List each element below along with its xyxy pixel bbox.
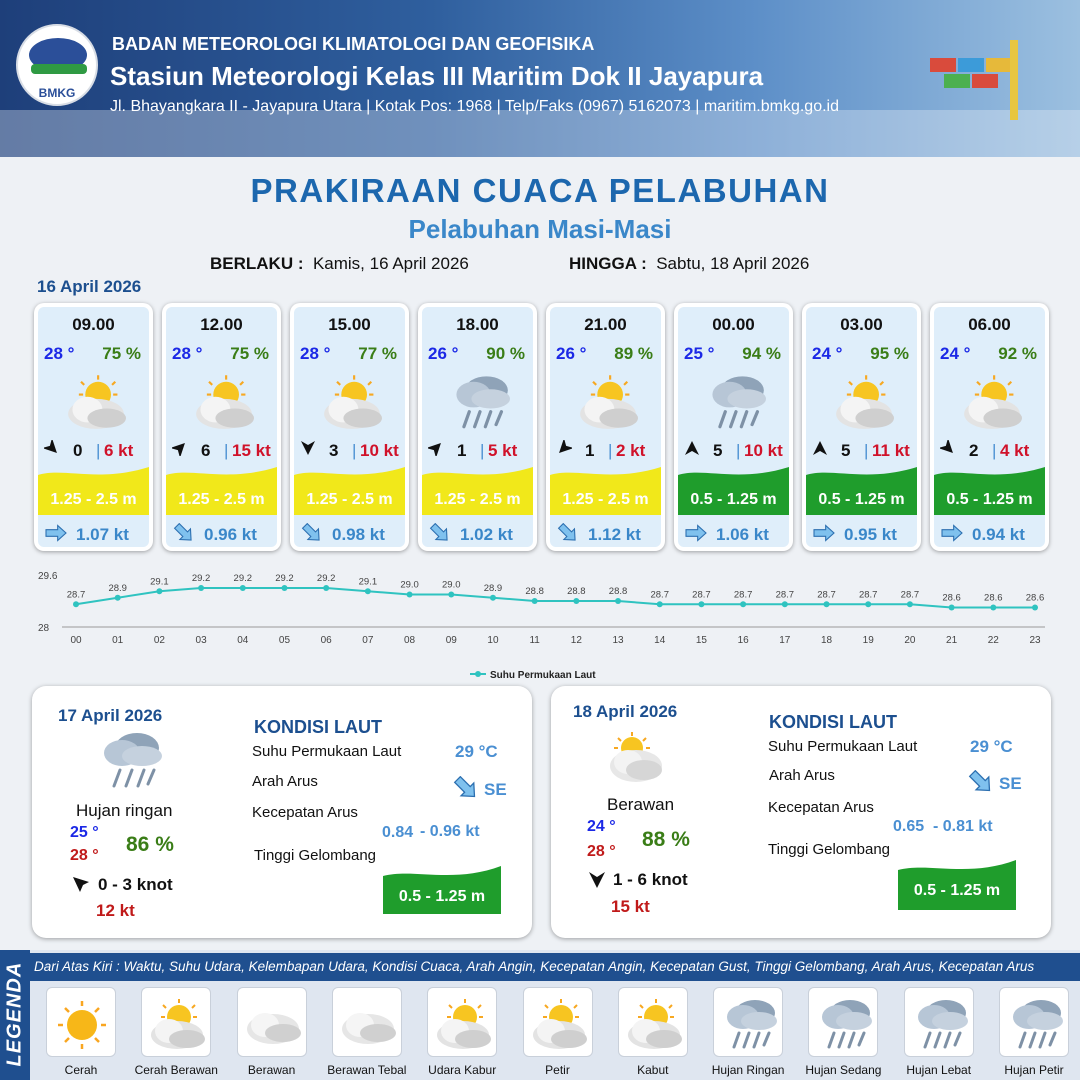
sst-series-line xyxy=(76,588,1035,608)
panel-date: 17 April 2026 xyxy=(58,706,163,725)
y-tick-label: 28 xyxy=(38,623,50,634)
separator: | xyxy=(992,441,997,460)
x-tick-label: 09 xyxy=(445,635,457,646)
cerah-berawan-icon xyxy=(575,371,641,431)
separator: | xyxy=(224,441,229,460)
legend-item-label: Hujan Sedang xyxy=(805,1063,882,1077)
hujan-lebat-icon xyxy=(910,995,970,1051)
forecast-time: 21.00 xyxy=(584,315,627,334)
x-tick-label: 07 xyxy=(362,635,374,646)
legend-item-label: Hujan Lebat xyxy=(906,1063,972,1077)
current-speed: 0.94 kt xyxy=(972,525,1025,544)
x-tick-label: 01 xyxy=(112,635,124,646)
wind-direction-icon xyxy=(428,440,444,456)
forecast-time: 15.00 xyxy=(328,315,371,334)
condition-text: Hujan ringan xyxy=(76,801,173,820)
wave-height: 1.25 - 2.5 m xyxy=(50,491,137,508)
separator: | xyxy=(352,441,357,460)
forecast-time: 12.00 xyxy=(200,315,243,334)
humidity: 89 % xyxy=(614,344,653,363)
port-name: Pelabuhan Masi-Masi xyxy=(408,214,672,244)
kabut-icon xyxy=(624,995,684,1051)
sst-data-label: 29.2 xyxy=(275,573,294,584)
wave-height-box xyxy=(898,860,1016,910)
legend-item-cerah-berawan xyxy=(141,987,211,1057)
wave-height: 1.25 - 2.5 m xyxy=(562,491,649,508)
wind-direction-icon xyxy=(44,440,60,456)
separator: | xyxy=(736,441,741,460)
berawan-tebal-icon xyxy=(338,995,398,1051)
sst-data-point xyxy=(615,598,621,604)
legend-item-hujan-petir xyxy=(999,987,1069,1057)
current-direction-icon xyxy=(44,523,68,543)
forecast-card xyxy=(34,303,153,551)
sst-data-point xyxy=(115,595,121,601)
humidity: 95 % xyxy=(870,344,909,363)
day-panel-18 xyxy=(551,686,1051,938)
wave-height: 0.5 - 1.25 m xyxy=(946,491,1033,508)
humidity: 75 % xyxy=(102,344,141,363)
air-temperature: 24 ° xyxy=(940,344,971,363)
humidity: 75 % xyxy=(230,344,269,363)
sst-data-label: 28.7 xyxy=(692,589,711,601)
separator: | xyxy=(608,441,613,460)
legend-side-label: LEGENDA xyxy=(0,950,30,1080)
air-temperature: 26 ° xyxy=(428,344,459,363)
x-tick-label: 23 xyxy=(1029,635,1041,646)
x-tick-label: 11 xyxy=(529,635,540,646)
cerah-berawan-icon xyxy=(63,371,129,431)
sst-data-label: 29.2 xyxy=(316,573,336,584)
wind-speed: 1 xyxy=(457,441,467,460)
sst-data-point xyxy=(949,605,955,611)
current-direction-icon xyxy=(428,523,452,543)
current-direction-value: SE xyxy=(999,774,1022,793)
wind-speed: 1 xyxy=(585,441,595,460)
forecast-time: 18.00 xyxy=(456,315,499,334)
air-temperature: 24 ° xyxy=(812,344,843,363)
air-temperature: 26 ° xyxy=(556,344,587,363)
humidity: 86 % xyxy=(126,833,174,856)
wind-direction-icon xyxy=(300,440,316,456)
humidity: 94 % xyxy=(742,344,781,363)
forecast-card xyxy=(802,303,921,551)
day-panel-17 xyxy=(32,686,532,938)
legend-item-kabut xyxy=(618,987,688,1057)
legend-item-label: Berawan xyxy=(247,1063,296,1077)
sst-data-label: 28.7 xyxy=(775,589,795,601)
sst-chart xyxy=(30,565,1055,685)
wind-direction-icon xyxy=(172,440,188,456)
wave-height: 1.25 - 2.5 m xyxy=(434,491,521,508)
wave-height: 1.25 - 2.5 m xyxy=(178,491,265,508)
sst-data-point xyxy=(824,601,830,607)
wave-height-box xyxy=(383,866,501,914)
gust-speed: 15 kt xyxy=(232,441,271,460)
wind-speed: 5 xyxy=(841,441,851,460)
gust-speed: 10 kt xyxy=(360,441,399,460)
air-temperature: 28 ° xyxy=(300,344,331,363)
current-direction-icon xyxy=(172,523,196,543)
sst-value: 29 °C xyxy=(455,742,498,761)
y-tick-label: 29.6 xyxy=(38,571,58,582)
sst-data-point xyxy=(698,601,704,607)
current-direction-icon xyxy=(967,770,995,794)
gust-speed: 4 kt xyxy=(1000,441,1030,460)
current-speed-label: Kecepatan Arus xyxy=(768,799,874,816)
legend-item-hujan-ringan xyxy=(713,987,783,1057)
current-speed: 1.06 kt xyxy=(716,525,769,544)
legend-item-hujan-sedang xyxy=(808,987,878,1057)
x-tick-label: 06 xyxy=(320,635,332,646)
hujan-ringan-icon xyxy=(92,726,172,796)
current-speed: 1.07 kt xyxy=(76,525,129,544)
harbor-illustration xyxy=(0,110,1080,157)
cerah-berawan-icon xyxy=(191,371,257,431)
agency-name: BADAN METEOROLOGI KLIMATOLOGI DAN GEOFISIKA xyxy=(112,34,595,54)
wind-direction-icon xyxy=(588,871,606,889)
x-tick-label: 20 xyxy=(904,635,916,646)
legend-item-cerah xyxy=(46,987,116,1057)
current-speed: 1.12 kt xyxy=(588,525,641,544)
x-tick-label: 04 xyxy=(237,635,249,646)
legend-item-label: Hujan Ringan xyxy=(711,1063,785,1077)
berawan-icon xyxy=(606,730,666,786)
sst-data-point xyxy=(448,592,454,598)
hujan-sedang-icon xyxy=(814,995,874,1051)
sst-data-label: 28.7 xyxy=(858,589,878,601)
wave-height: 0.5 - 1.25 m xyxy=(818,491,905,508)
wind-speed: 6 xyxy=(201,441,211,460)
hujan-ringan-icon xyxy=(703,371,769,431)
current-direction-icon xyxy=(684,523,708,543)
sst-data-label: 28.8 xyxy=(567,586,586,597)
temp-max: 28 ° xyxy=(70,847,99,864)
berawan-icon xyxy=(243,995,303,1051)
legend-item-hujan-lebat xyxy=(904,987,974,1057)
current-speed: 1.02 kt xyxy=(460,525,513,544)
sst-data-point xyxy=(281,585,287,591)
humidity: 77 % xyxy=(358,344,397,363)
legend-item-label: Kabut xyxy=(637,1063,669,1077)
gust-speed: 2 kt xyxy=(616,441,646,460)
x-tick-label: 12 xyxy=(570,635,582,646)
wind-direction-icon xyxy=(684,440,700,456)
humidity: 90 % xyxy=(486,344,525,363)
hujan-petir-icon xyxy=(1005,995,1065,1051)
wave-height: 1.25 - 2.5 m xyxy=(306,491,393,508)
sst-data-label: 28.8 xyxy=(608,586,628,597)
x-tick-label: 17 xyxy=(779,635,791,646)
current-speed-label: Kecepatan Arus xyxy=(252,804,358,821)
cerah-icon xyxy=(52,995,112,1051)
separator: | xyxy=(96,441,101,460)
sst-data-point xyxy=(657,601,663,607)
day-label: 16 April 2026 xyxy=(37,277,142,296)
gust-speed: 5 kt xyxy=(488,441,518,460)
sst-data-point xyxy=(1032,605,1038,611)
current-direction-label: Arah Arus xyxy=(769,767,835,784)
x-tick-label: 16 xyxy=(737,635,749,646)
cerah-berawan-icon xyxy=(959,371,1025,431)
sst-data-point xyxy=(156,588,162,594)
gust-speed: 15 kt xyxy=(611,897,650,916)
x-tick-label: 05 xyxy=(278,635,291,646)
x-tick-label: 18 xyxy=(820,635,833,646)
sst-data-label: 28.6 xyxy=(942,592,961,604)
bmkg-logo: BMKG xyxy=(16,24,98,106)
forecast-card xyxy=(930,303,1049,551)
x-tick-label: 21 xyxy=(946,635,958,646)
forecast-card xyxy=(290,303,409,551)
current-direction-value: SE xyxy=(484,780,507,799)
current-direction-icon xyxy=(940,523,964,543)
legend-item-label: Cerah xyxy=(64,1063,98,1077)
current-direction-icon xyxy=(812,523,836,543)
sst-data-point xyxy=(532,598,538,604)
page-title: PRAKIRAAN CUACA PELABUHAN xyxy=(250,172,830,209)
sst-data-label: 29.0 xyxy=(442,579,461,591)
sst-data-label: 29.2 xyxy=(191,573,211,584)
x-tick-label: 13 xyxy=(612,635,624,646)
gust-speed: 6 kt xyxy=(104,441,134,460)
air-temperature: 28 ° xyxy=(44,344,75,363)
sea-condition-heading: KONDISI LAUT xyxy=(254,717,382,737)
current-speed-min: 0.84 xyxy=(382,824,414,841)
legend-series-name: Suhu Permukaan Laut xyxy=(490,670,596,681)
petir-icon xyxy=(529,995,589,1051)
sst-data-label: 29.2 xyxy=(233,573,253,584)
legend-item-label: Berawan Tebal xyxy=(327,1063,407,1077)
wind-direction-icon xyxy=(940,440,956,456)
cerah-berawan-icon xyxy=(831,371,897,431)
x-tick-label: 19 xyxy=(862,635,874,646)
sst-data-point xyxy=(573,598,579,604)
current-direction-icon xyxy=(452,776,480,800)
forecast-time: 03.00 xyxy=(840,315,883,334)
current-speed: 0.96 kt xyxy=(204,525,257,544)
gust-speed: 12 kt xyxy=(96,901,135,920)
legend-item-label: Petir xyxy=(545,1063,570,1077)
wind-direction-icon xyxy=(812,440,828,456)
forecast-time: 09.00 xyxy=(72,315,115,334)
wind-speed: 3 xyxy=(329,441,339,460)
current-direction-icon xyxy=(556,523,580,543)
current-direction-label: Arah Arus xyxy=(252,773,318,790)
temp-min: 24 ° xyxy=(587,818,616,835)
forecast-time: 06.00 xyxy=(968,315,1011,334)
sst-data-label: 29.0 xyxy=(400,579,419,591)
wind-direction-icon xyxy=(556,440,572,456)
sst-data-point xyxy=(907,601,913,607)
sst-data-label: 28.7 xyxy=(900,589,920,601)
sst-data-label: 28.6 xyxy=(1025,592,1045,604)
sst-data-label: 28.7 xyxy=(66,589,86,601)
legend-item-label: Hujan Petir xyxy=(1004,1063,1064,1077)
x-tick-label: 02 xyxy=(153,635,165,646)
forecast-card xyxy=(546,303,665,551)
wind-speed: 5 xyxy=(713,441,723,460)
gust-speed: 11 kt xyxy=(872,441,910,460)
x-tick-label: 10 xyxy=(487,635,499,646)
cerah-berawan-icon xyxy=(147,995,207,1051)
legend-item-berawan-tebal xyxy=(332,987,402,1057)
current-speed-max: - 0.96 kt xyxy=(420,823,480,840)
sst-label: Suhu Permukaan Laut xyxy=(252,743,402,760)
wave-height-value: 0.5 - 1.25 m xyxy=(398,888,486,905)
humidity: 92 % xyxy=(998,344,1037,363)
valid-from: BERLAKU : Kamis, 16 April 2026 xyxy=(210,254,469,273)
wave-label: Tinggi Gelombang xyxy=(768,841,891,858)
wave-height-value: 0.5 - 1.25 m xyxy=(913,882,1001,899)
legend-item-label: Udara Kabur xyxy=(428,1063,497,1077)
current-direction-icon xyxy=(300,523,324,543)
hujan-ringan-icon xyxy=(719,995,779,1051)
panel-date: 18 April 2026 xyxy=(573,702,678,721)
x-tick-label: 00 xyxy=(70,635,82,646)
current-speed-max: - 0.81 kt xyxy=(933,818,993,835)
valid-until: HINGGA : Sabtu, 18 April 2026 xyxy=(569,254,810,273)
sst-data-label: 28.9 xyxy=(108,582,127,594)
current-speed-min: 0.65 xyxy=(893,818,925,835)
separator: | xyxy=(480,441,485,460)
x-tick-label: 22 xyxy=(987,635,999,646)
sst-data-point xyxy=(198,585,204,591)
temp-max: 28 ° xyxy=(587,843,616,860)
sst-data-point xyxy=(865,601,871,607)
sst-data-point xyxy=(73,601,79,607)
cerah-berawan-icon xyxy=(319,371,385,431)
sst-data-point xyxy=(407,592,413,598)
sst-data-point xyxy=(990,605,996,611)
sst-data-label: 28.7 xyxy=(650,589,669,601)
x-tick-label: 15 xyxy=(695,635,707,646)
station-name: Stasiun Meteorologi Kelas III Maritim Dok II Jayapura xyxy=(110,61,764,91)
legend-item-udara-kabur xyxy=(427,987,497,1057)
station-address: Jl. Bhayangkara II - Jayapura Utara | Kotak Pos: 1968 | Telp/Faks (0967) 5162073 | maritim.bmkg.go.id xyxy=(110,98,839,115)
sst-data-point xyxy=(782,601,788,607)
sst-data-label: 28.6 xyxy=(984,592,1003,604)
temp-min: 25 ° xyxy=(70,824,99,841)
wind-speed: 1 - 6 knot xyxy=(613,870,688,889)
legend-description: Dari Atas Kiri : Waktu, Suhu Udara, Kelembapan Udara, Kondisi Cuaca, Arah Angin, Kecepatan Angin, Kecepatan Gust, Tinggi Gelombang, Arah Arus, Kecepatan Arus xyxy=(30,953,1080,981)
forecast-time: 00.00 xyxy=(712,315,755,334)
forecast-card xyxy=(418,303,537,551)
wave-height: 0.5 - 1.25 m xyxy=(690,491,777,508)
sst-data-label: 28.7 xyxy=(817,589,836,601)
wind-speed: 0 xyxy=(73,441,83,460)
sst-value: 29 °C xyxy=(970,737,1013,756)
sst-data-label: 28.8 xyxy=(525,586,544,597)
legend-item-label: Cerah Berawan xyxy=(134,1063,218,1077)
sst-data-point xyxy=(240,585,246,591)
wave-label: Tinggi Gelombang xyxy=(254,847,377,864)
header-banner xyxy=(0,0,1080,157)
x-tick-label: 03 xyxy=(195,635,207,646)
x-tick-label: 14 xyxy=(654,635,666,646)
legend-item-petir xyxy=(523,987,593,1057)
air-temperature: 28 ° xyxy=(172,344,203,363)
current-speed: 0.95 kt xyxy=(844,525,897,544)
legend-item-berawan xyxy=(237,987,307,1057)
wind-speed: 0 - 3 knot xyxy=(98,875,173,894)
sst-data-label: 29.1 xyxy=(358,576,378,588)
chart-legend xyxy=(470,670,596,681)
udara-kabur-icon xyxy=(433,995,493,1051)
sst-data-point xyxy=(323,585,329,591)
condition-text: Berawan xyxy=(607,795,675,814)
hujan-ringan-icon xyxy=(447,371,513,431)
wind-speed: 2 xyxy=(969,441,979,460)
separator: | xyxy=(864,441,869,460)
sst-label: Suhu Permukaan Laut xyxy=(768,738,918,755)
current-speed: 0.98 kt xyxy=(332,525,385,544)
sst-data-label: 29.1 xyxy=(150,576,169,588)
wind-direction-icon xyxy=(72,876,90,894)
x-tick-label: 08 xyxy=(404,635,416,646)
sea-condition-heading: KONDISI LAUT xyxy=(769,712,897,732)
forecast-card xyxy=(162,303,281,551)
sst-data-point xyxy=(365,588,371,594)
sst-data-point xyxy=(740,601,746,607)
humidity: 88 % xyxy=(642,828,690,851)
air-temperature: 25 ° xyxy=(684,344,715,363)
sst-data-label: 28.7 xyxy=(733,589,753,601)
forecast-card xyxy=(674,303,793,551)
gust-speed: 10 kt xyxy=(744,441,783,460)
sst-data-point xyxy=(490,595,496,601)
sst-data-label: 28.9 xyxy=(483,582,503,594)
